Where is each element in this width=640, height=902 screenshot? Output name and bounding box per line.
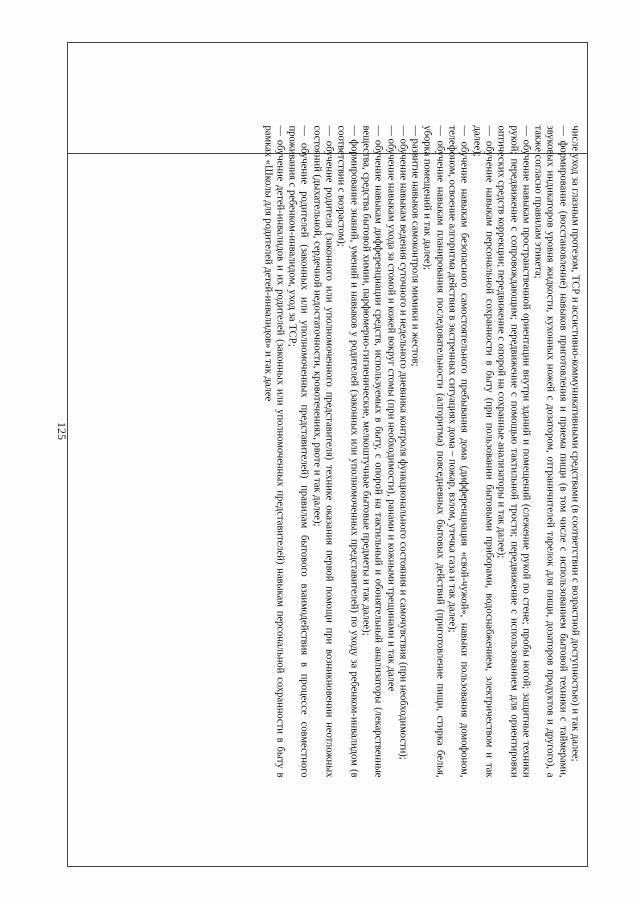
paragraph: — обучение детей-инвалидов и их родителей (законных или уполномоченных представителей) навыкам персональной сохранности в быту в рамках «Школы для родителей детей-инвалидов» и так далее: [262, 125, 286, 777]
paragraph: — обучение навыкам безопасного самостоятельного пребывания дома (дифференциация «свой-чужой», навыки пользования домофоном, телефоном, освоение алгоритма действия в экстренных ситуациях дома – пожар, взлом, утечка газа и так далее);: [446, 125, 470, 777]
paragraph: числе уход за глазным протезом, ТСР и ассистивно-коммуникативными средствами (в соответствии с возрастной доступностью) и так далее;: [569, 125, 581, 762]
paragraph: — обучение навыкам ведения суточного и недельного дневника контроля функционального состояния и самочувствия (при необходимости);: [397, 125, 409, 760]
paragraph: — обучение навыкам ухода за стомой и кожей вокруг стомы (при необходимости), ранами и кожными трещинами и так далее: [385, 125, 397, 691]
page-number: 125: [55, 422, 69, 440]
paragraph: — обучение навыкам персональной сохранности в быту (при пользовании бытовыми приборами, водоснабжением, электричеством и так далее);: [471, 125, 495, 777]
paragraph: — формирование знаний, умений и навыков у родителей (законных или уполномоченных представителей) по уходу за ребенком-инвалидом (в соответствии с возрастом);: [335, 125, 360, 777]
paragraph: — обучение навыкам дифференциации средств, используемых в быту, с опорой на тактильный и обонятельный анализаторы (лекарственные вещества, средства бытовой химии, парфюмерно-гигиенические, мелкоштучные бытовые предметы и так далее);: [360, 125, 384, 777]
paragraph: — обучение навыкам пространственной ориентации внутри зданий и помещений (слежение рукой по стене; пробы ногой; защитные техники рукой; передвижение с сопровождающим; передвижение с помощью тактильной трости; передвижение с использованием для ориентировки оптических средств коррекции; передвижение с опорой на сохранные анализаторы и так далее);: [495, 125, 532, 777]
paragraph: — обучение навыкам планирования последовательности (алгоритма) повседневных бытовых действий (приготовление пищи, стирка белья, уборка помещений и так далее);: [421, 125, 446, 777]
paragraph: — обучение родителя (законного или уполномоченного представителя) технике оказания первой помощи при возникновении неотложных состояний (дыхательной, сердечной недостаточности, кровотечениях, рвоте и так далее);: [311, 125, 335, 777]
table-cell-text: [68, 115, 589, 795]
paragraph: — формирование (восстановление) навыков приготовления и приема пищи (в том числе с использованием бытовой техники с таймерами, звуковых индикаторов уровня жидкости, кухонных ножей с дозатором, отграничителей тарелок для пищи, дозаторов продуктов и другого), а также согласно правилам этикета;: [532, 125, 569, 777]
paragraph: — обучение родителей (законных или уполномоченных представителей) правилам бытового взаимодействия в процессе совместного проживания с ребенком-инвалидом, уход за ТСР;: [286, 125, 310, 777]
paragraph: — развитие навыков самоконтроля мимики и жестов;: [409, 125, 421, 366]
